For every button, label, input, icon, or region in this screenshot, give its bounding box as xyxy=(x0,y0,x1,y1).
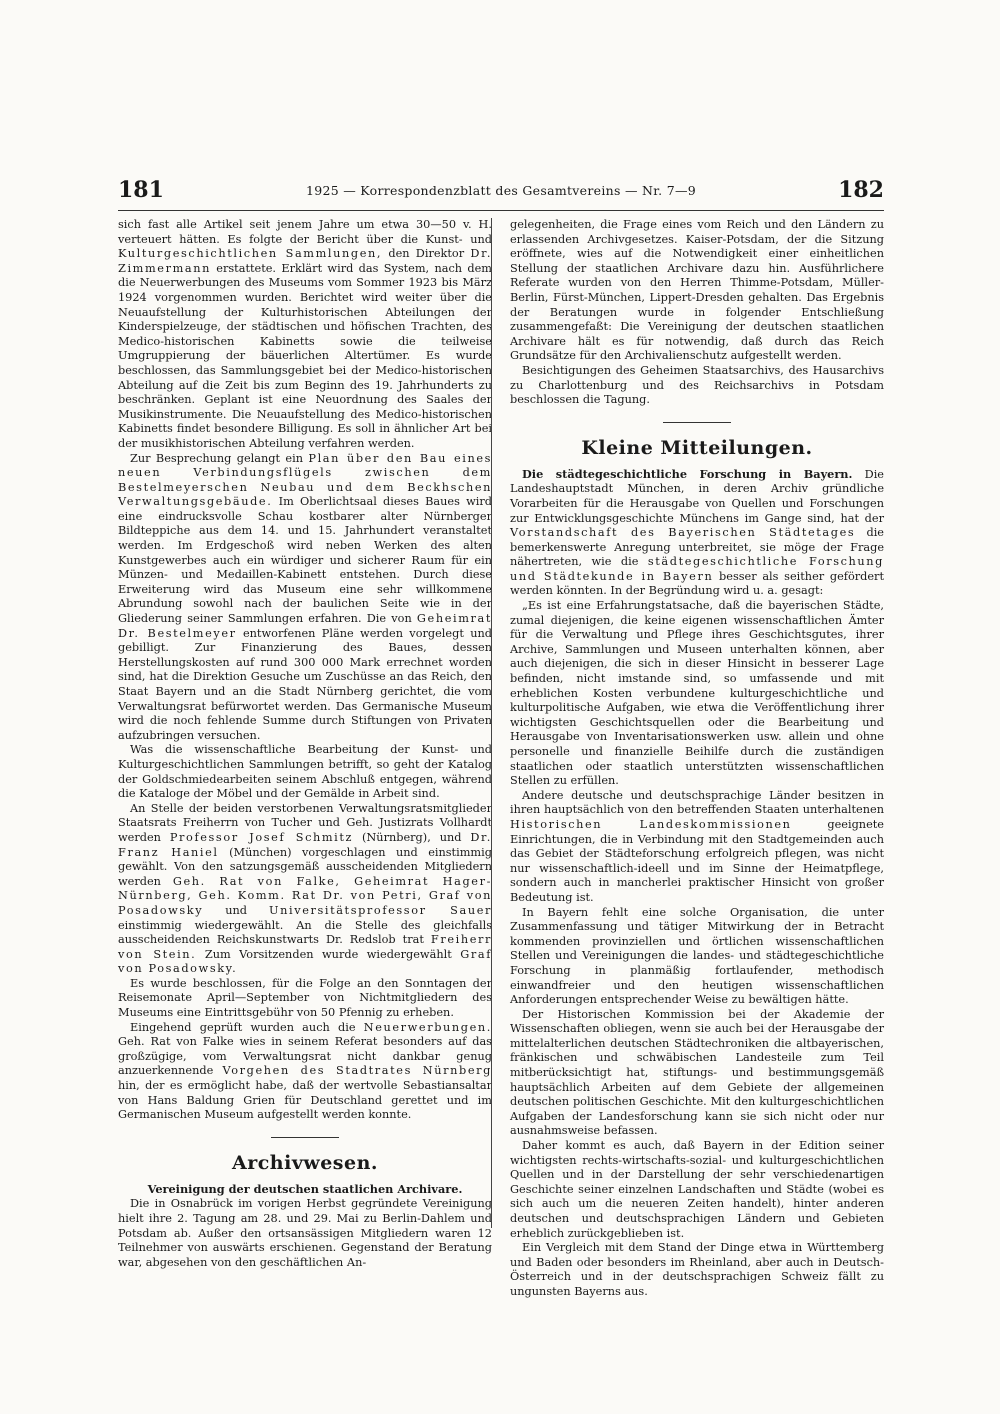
text-spaced: Vorgehen des Stadtrates Nürnberg xyxy=(222,1064,492,1078)
text-spaced: Plan über den Bau eines neuen Verbindungsflügels zwischen dem Bestelmeyerschen Neubau und dem Beckhschen Verwaltungsgebäude. xyxy=(118,451,493,509)
paragraph xyxy=(118,802,492,977)
text: entworfenen Pläne werden vorgelegt und gebilligt. Zur Finanzierung des Baues, dessen Herstellungskosten auf rund 300 000 Mark errechnet worden sind, hat die Direktion Gesuche um Zuschüsse an das Reich, den Staat Bayern und an die Stadt Nürnberg gerichtet, die vom Verwaltungsrat befürwortet werden. Das Germanische Museum wird die noch fehlende Summe durch Stiftungen von Privaten aufzubringen versuchen. xyxy=(118,626,492,742)
paragraph: Es wurde beschlossen, für die Folge an den Sonntagen der Reisemonate April—September von Nichtmitgliedern des Museums eine Eintrittsgebühr von 50 Pfennig zu erheben. xyxy=(118,976,492,1020)
paragraph: Daher kommt es auch, daß Bayern in der Edition seiner wichtigsten rechts-wirtschafts-sozial- und kulturgeschichtlichen Quellen und in der Darstellung der sehr verschiedenartigen Geschichte seiner einzelnen Landschaften und Städte (wobei es sich auch um die neueren Zeiten handelt), hinter anderen deutschen und deutschsprachigen Ländern und Gebieten erheblich zurückgeblieben ist. xyxy=(510,1139,884,1240)
text-spaced: Dr. Franz Haniel xyxy=(118,830,492,859)
text-spaced: Vorstandschaft des Bayerischen Städtetages xyxy=(510,526,856,540)
section-title-archivwesen: Archivwesen. xyxy=(231,1151,379,1174)
text: Zum Vorsitzenden wurde wiedergewählt xyxy=(196,947,452,961)
text-spaced: Dr. Zimmermann xyxy=(118,247,493,275)
page-number-left: 181 xyxy=(118,177,164,203)
text: besser als seither gefördert werden könnten. In der Begründung wird u. a. gesagt: xyxy=(510,569,884,598)
text-spaced: Geh. Rat von Falke, Geheimrat Hager-Nürnberg, Geh. Komm. Rat Dr. von Petri, Graf von Posadowsky xyxy=(118,874,492,917)
text: Zur Besprechung gelangt ein xyxy=(130,451,303,465)
paragraph xyxy=(510,789,884,906)
running-title: 1925 — Korrespondenzblatt des Gesamtvereins — Nr. 7—9 xyxy=(305,183,697,198)
paragraph xyxy=(118,218,492,452)
text: Eingehend geprüft wurden auch die xyxy=(130,1020,356,1034)
text-spaced: Neuerwerbungen. xyxy=(363,1020,492,1034)
text: Im Oberlichtsaal dieses Baues wird eine eindrucksvolle Schau kostbarer alter Nürnberger Bildteppiche aus dem 14. und 15. Jahrhundert veranstaltet werden. Im Erdgeschoß wird neben Werken des alten Kunstgewerbes auch ein würdiger und sicherer Raum für ein Münzen- und Medaillen-Kabinett entstehen. Durch diese Erweiterung wird das Museum eine sehr willkommene Abrundung sowohl nach der baulichen Seite wie in der Gliederung seiner Sammlungen erfahren. Die von xyxy=(118,495,492,626)
paragraph: In Bayern fehlt eine solche Organisation, die unter Zusammenfassung und tätiger Mitwirkung der in Betracht kommenden provinziellen und örtlichen wissenschaftlichen Stellen und Vereinigungen die landes- und städtegeschichtliche Forschung in planmäßig fortlaufender, methodisch einwandfreier und den heutigen wissenschaftlichen Anforderungen entsprechender Weise zu bewältigen hätte. xyxy=(510,905,884,1007)
text-spaced: Historischen Landeskommissionen xyxy=(510,817,792,831)
text: Die Landeshauptstadt München, in deren Archiv gründliche Vorarbeiten für die Herausgabe von Quellen und Forschungen zur Entwicklungsgeschichte Münchens im Gange sind, hat der xyxy=(510,467,884,525)
paragraph: Die in Osnabrück im vorigen Herbst gegründete Vereinigung hielt ihre 2. Tagung am 28. und 29. Mai zu Berlin-Dahlem und Potsdam ab. Außer den ortsansässigen Mitgliedern waren 12 Teilnehmer von auswärts erschienen. Gegenstand der Beratung war, abgesehen von den geschäftlichen An- xyxy=(118,1197,492,1269)
text: den Direktor xyxy=(382,247,465,261)
text: erstattete. Erklärt wird das System, nach dem die Neuerwerbungen des Museums vom Sommer 1923 bis März 1924 vorgenommen wurden. Berichtet wird weiter über die Neuaufstellung der Kulturhistorischen Abteilungen der Kinderspielzeuge, der städtischen und höfischen Trachten, des Medico-historischen Kabinetts sowie die teilweise Umgruppierung der bäuerlichen Altertümer. Es wurde beschlossen, das Sammlungsgebiet bei der Medico-historischen Abteilung auf die Zeit bis zum Beginn des 19. Jahrhunderts zu beschränken. Geplant ist eine Neuordnung des Saales der Musikinstrumente. Die Neuaufstellung des Medico-historischen Kabinetts findet besondere Billigung. Es soll in ähnlicher Art bei der musikhistorischen Abteilung verfahren werden. xyxy=(118,261,492,450)
paragraph: Besichtigungen des Geheimen Staatsarchivs, des Hausarchivs zu Charlottenburg und des Reichsarchivs in Potsdam beschlossen die Tagung. xyxy=(510,363,884,407)
text-spaced: Geheimrat Dr. Bestelmeyer xyxy=(118,612,492,640)
paragraph: Ein Vergleich mit dem Stand der Dinge etwa in Württemberg und Baden oder besonders im Rheinland, aber auch in Deutsch-Österreich und in der deutschsprachigen Schweiz fällt zu ungunsten Bayerns aus. xyxy=(510,1241,884,1298)
paragraph: gelegenheiten, die Frage eines vom Reich und den Ländern zu erlassenden Archivgesetzes. Kaiser-Potsdam, der die Sitzung eröffnete, wies auf die Notwendigkeit einer einheitlichen Stellung der staatlichen Archivare dazu hin. Ausführlichere Referate wurden von den Herren Thimme-Potsdam, Müller-Berlin, Fürst-München, Lippert-Dresden gehalten. Das Ergebnis der Beratungen wurde in folgender Entschließung zusammengefaßt: Die Vereinigung der deutschen staatlichen Archivare hält es für notwendig, daß durch das Reich Grundsätze für den Archivalienschutz aufgestellt werden. xyxy=(510,218,884,363)
text: (Nürnberg), und xyxy=(353,830,462,844)
paragraph: Der Historischen Kommission bei der Akademie der Wissenschaften obliegen, wenn sie auch bei der Herausgabe der mittelalterlichen deutschen Städtechroniken die altbayerischen, fränkischen und schwäbischen Landesteile zum Teil mitberücksichtigt hat, stiftungs- und bestimmungsgemäß hauptsächlich Arbeiten auf dem Gebiete der allgemeinen deutschen politischen Geschichte. Mit den kulturgeschichtlichen Aufgaben der Landesforschung kann sie sich nicht oder nur ausnahmsweise befassen. xyxy=(510,1007,884,1138)
text: die bemerkenswerte Anregung unterbreitet, sie möge der Frage nähertreten, wie die xyxy=(510,526,884,569)
text: Andere deutsche und deutschsprachige Länder besitzen in ihren hauptsächlich von den betreffenden Staaten unterhaltenen xyxy=(510,788,884,817)
page-header xyxy=(118,178,884,204)
text-spaced: Professor Josef Schmitz xyxy=(169,830,354,844)
text: Geh. Rat von Falke wies in seinem Referat besonders auf das großzügige, vom Verwaltungsrat nicht dankbar genug anzuerkennende xyxy=(118,1035,492,1078)
text: hin, der es ermöglicht habe, daß der wertvolle Sebastiansaltar von Hans Baldung Grien für Deutschland gerettet und im Germanischen Museum aufgestellt werden konnte. xyxy=(118,1079,492,1122)
text: und xyxy=(203,903,247,917)
left-column xyxy=(118,218,492,1270)
header-rule xyxy=(118,210,884,211)
column-divider xyxy=(491,218,492,1228)
text: An Stelle der beiden verstorbenen Verwaltungsratsmitglieder Staatsrats Freiherrn von Tucher und Geh. Justizrats Vollhardt werden xyxy=(118,801,492,844)
paragraph xyxy=(118,452,492,744)
text-spaced: Universitätsprofessor Sauer xyxy=(269,903,493,917)
text-spaced: Freiherr von Stein. xyxy=(118,933,492,961)
page-number-right: 182 xyxy=(838,177,884,203)
paragraph: „Es ist eine Erfahrungstatsache, daß die bayerischen Städte, zumal diejenigen, die keine eigenen wissenschaftlichen Ämter für die Verwaltung und Pflege ihres Geschichtsgutes, ihrer Archive, Sammlungen und Museen unterhalten können, aber auch diejenigen, die sich in dieser Hinsicht in besserer Lage befinden, nicht imstande sind, so umfassende und mit erheblichen Kosten verbundene kulturgeschichtliche und kulturpolitische Aufgaben, wie etwa die Veröffentlichung ihrer wichtigsten Geschichtsquellen oder die Bearbeitung und Herausgabe von Inventarisationswerken usw. allein und ohne personelle und finanzielle Beihilfe durch die zuständigen staatlichen oder staatlich unterstützten wissenschaftlichen Stellen zu erfüllen. xyxy=(510,599,884,788)
subheading: Vereinigung der deutschen staatlichen Archivare. xyxy=(147,1181,463,1196)
text-spaced: Kulturgeschichtlichen Sammlungen, xyxy=(118,247,383,261)
section-title-kleine-mitteilungen: Kleine Mitteilungen. xyxy=(581,436,813,459)
text: (München) vorgeschlagen und einstimmig gewählt. Von den satzungsgemäß ausscheidenden Mitgliedern werden xyxy=(118,845,492,888)
text-spaced: städtegeschichtliche Forschung und Städtekunde in Bayern xyxy=(510,555,884,583)
right-column xyxy=(510,218,884,1300)
section-divider xyxy=(663,422,731,423)
section-divider xyxy=(271,1137,339,1138)
text: sich fast alle Artikel seit jenem Jahre um etwa 30—50 v. H. verteuert hätten. Es folgte der Bericht über die Kunst- und xyxy=(118,218,492,246)
text: geeignete Einrichtungen, die in Verbindung mit den Stadtgemeinden auch das Gebiet der Städteforschung erfolgreich pflegen, was nicht nur wissenschaftlich-ideell und im Sinne der Heimatpflege, sondern auch in mancherlei praktischer Hinsicht von großer Bedeutung ist. xyxy=(510,817,884,904)
paragraph xyxy=(510,467,884,599)
paragraph: Was die wissenschaftliche Bearbeitung der Kunst- und Kulturgeschichtlichen Sammlungen betrifft, so geht der Katalog der Goldschmiedearbeiten seinem Abschluß entgegen, während die Kataloge der Möbel und der Gemälde in Arbeit sind. xyxy=(118,743,492,801)
text: einstimmig wiedergewählt. An die Stelle des gleichfalls ausscheidenden Reichskunstwarts Dr. Redslob trat xyxy=(118,918,492,947)
paragraph xyxy=(118,1021,492,1123)
text-spaced: Graf von Posadowsky. xyxy=(118,947,492,976)
run-in-heading: Die städtegeschichtliche Forschung in Bayern. xyxy=(522,466,853,481)
